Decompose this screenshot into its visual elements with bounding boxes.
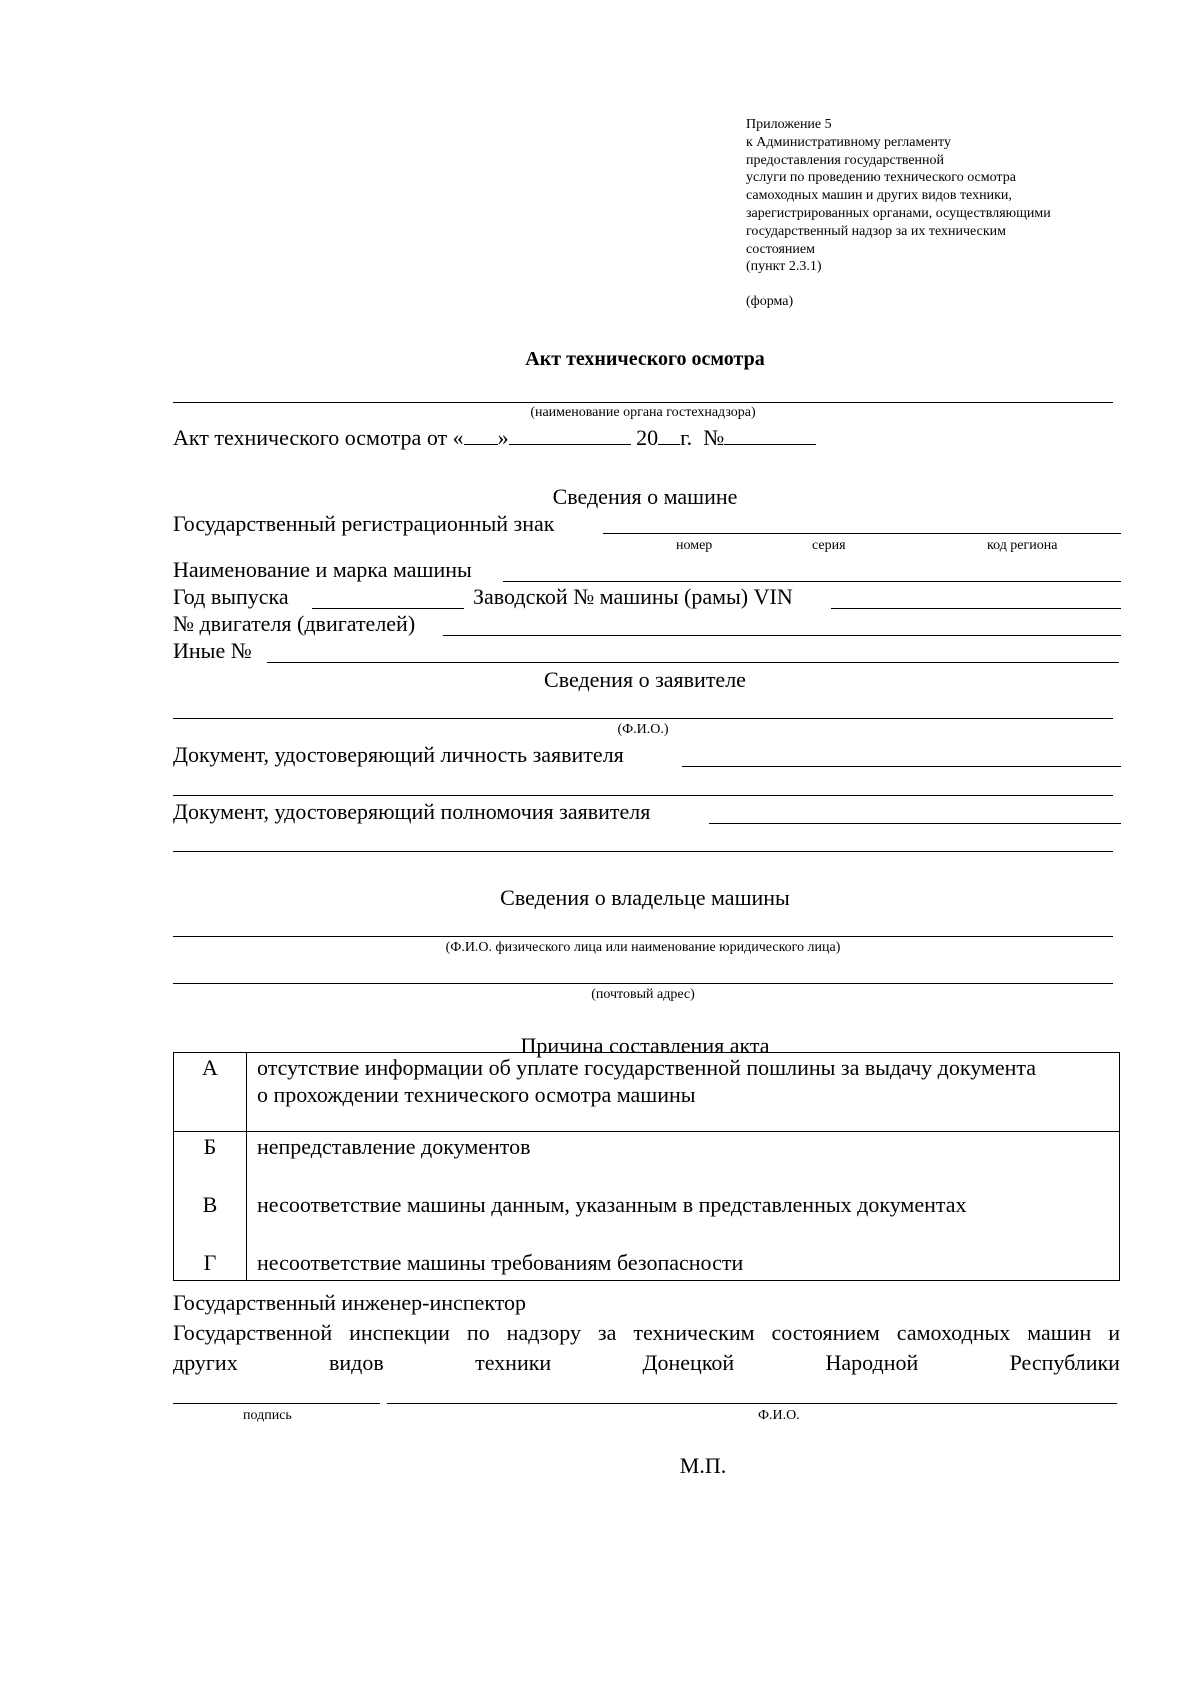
owner-heading: Сведения о владельце машины: [500, 885, 790, 910]
owner-name-field[interactable]: [173, 936, 1113, 937]
inspection-word: Республики: [1009, 1350, 1120, 1375]
applicant-heading: Сведения о заявителе: [544, 667, 746, 692]
id-doc-field[interactable]: [682, 766, 1121, 767]
appendix-line: зарегистрированных органами, осуществляющими: [746, 205, 1051, 221]
quote-close: »: [497, 425, 509, 450]
appendix-line: (пункт 2.3.1): [746, 259, 822, 275]
reason-letter: В: [174, 1190, 247, 1248]
inspector-fio-field[interactable]: [387, 1403, 1117, 1404]
inspection-word: Народной: [825, 1350, 919, 1375]
year-suffix: г.: [680, 425, 693, 450]
vin-field[interactable]: [831, 608, 1121, 609]
inspection-word: Донецкой: [642, 1350, 735, 1375]
reg-sign-label: Государственный регистрационный знак: [173, 511, 555, 536]
appendix-line: к Административному регламенту: [746, 134, 951, 150]
act-number-field[interactable]: [724, 424, 816, 445]
number-sign: №: [703, 425, 725, 450]
machine-name-field[interactable]: [503, 581, 1121, 582]
appendix-line: состоянием: [746, 241, 815, 257]
authority-doc-field-continued[interactable]: [173, 851, 1113, 852]
owner-address-caption: (почтовый адрес): [591, 987, 695, 1002]
reason-row: [174, 1190, 1120, 1248]
act-prefix: Акт технического осмотра от «: [173, 425, 464, 450]
authority-doc-label: Документ, удостоверяющий полномочия заявителя: [173, 799, 651, 824]
year-label: Год выпуска: [173, 584, 289, 609]
reason-text: непредставление документов: [247, 1132, 1120, 1191]
year-field[interactable]: [658, 424, 680, 445]
month-field[interactable]: [509, 424, 631, 445]
reason-text-line: отсутствие информации об уплате государственной пошлины за выдачу документа: [257, 1055, 1037, 1080]
reg-caption-number: номер: [676, 538, 713, 553]
inspector-fio-caption: Ф.И.О.: [758, 1408, 800, 1423]
form-label: (форма): [746, 294, 794, 310]
applicant-fio-caption: (Ф.И.О.): [617, 722, 669, 737]
signature-caption: подпись: [243, 1408, 292, 1423]
signature-field[interactable]: [173, 1403, 380, 1404]
reasons-table: [173, 1052, 1120, 1281]
appendix-line: самоходных машин и других видов техники,: [746, 188, 1012, 204]
reason-text: несоответствие машины требованиям безопасности: [247, 1248, 1120, 1281]
inspection-word: видов: [329, 1350, 384, 1375]
year-issue-field[interactable]: [312, 608, 464, 609]
reason-letter: А: [174, 1053, 247, 1132]
appendix-line: предоставления государственной: [746, 152, 945, 168]
machine-name-label: Наименование и марка машины: [173, 557, 472, 582]
id-doc-label: Документ, удостоверяющий личность заявителя: [173, 742, 624, 767]
applicant-fio-field[interactable]: [173, 718, 1113, 719]
year-prefix: 20: [636, 425, 659, 450]
appendix-line: Приложение 5: [746, 117, 832, 132]
authority-doc-field[interactable]: [709, 823, 1121, 824]
other-numbers-field[interactable]: [267, 662, 1119, 663]
reason-letter: Г: [174, 1248, 247, 1281]
other-numbers-label: Иные №: [173, 638, 252, 663]
stamp-place: М.П.: [679, 1453, 727, 1478]
reason-row: [174, 1248, 1120, 1281]
reason-letter: Б: [174, 1132, 247, 1191]
owner-name-caption: (Ф.И.О. физического лица или наименование юридического лица): [445, 940, 841, 955]
reg-caption-series: серия: [812, 538, 846, 553]
appendix-block: [746, 116, 1146, 311]
reg-caption-region: код региона: [987, 538, 1058, 553]
appendix-line: услуги по проведению технического осмотра: [746, 170, 1016, 186]
appendix-line: государственный надзор за их техническим: [746, 223, 1006, 239]
id-doc-field-continued[interactable]: [173, 795, 1113, 796]
inspection-word: техники: [475, 1350, 552, 1375]
reason-text-line: о прохождении технического осмотра машины: [257, 1082, 696, 1107]
machine-heading: Сведения о машине: [552, 484, 738, 509]
reason-row: [174, 1053, 1120, 1132]
reg-sign-field[interactable]: [603, 533, 1121, 534]
reason-row: [174, 1132, 1120, 1191]
reasons-heading: Причина составления акта: [520, 1033, 770, 1058]
day-field[interactable]: [464, 424, 498, 445]
engine-field[interactable]: [443, 635, 1121, 636]
organ-name-line[interactable]: [173, 402, 1113, 403]
act-date-line: [173, 424, 816, 451]
document-title: Акт технического осмотра: [525, 348, 765, 370]
vin-label: Заводской № машины (рамы) VIN: [473, 584, 793, 609]
organ-caption: (наименование органа гостехнадзора): [530, 405, 756, 420]
inspector-title: Государственный инженер-инспектор: [173, 1290, 527, 1315]
owner-address-field[interactable]: [173, 983, 1113, 984]
reason-text: [247, 1053, 1120, 1132]
inspection-word: других: [173, 1350, 238, 1375]
inspection-line-continued: [173, 1350, 1120, 1376]
reason-text: несоответствие машины данным, указанным в представленных документах: [247, 1190, 1120, 1248]
engine-label: № двигателя (двигателей): [173, 611, 416, 636]
inspection-line: Государственной инспекции по надзору за техническим состоянием самоходных машин и: [173, 1320, 1120, 1345]
